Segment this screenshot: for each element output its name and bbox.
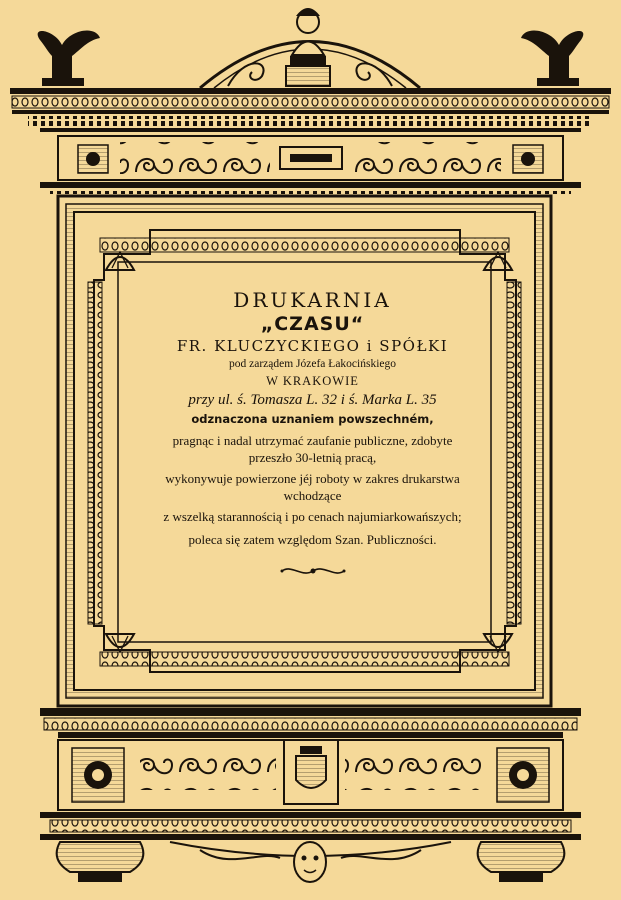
body-line-4: wchodzące — [283, 488, 342, 503]
flourish-divider-icon — [278, 562, 348, 580]
owners-line: FR. KLUCZYCKIEGO i SPÓŁKI — [176, 337, 449, 355]
city-line: W KRAKOWIE — [266, 374, 359, 388]
heading-title: DRUKARNIA — [233, 288, 392, 312]
management-line: pod zarządem Józefa Łakocińskiego — [229, 358, 396, 370]
advertisement-text — [140, 288, 485, 584]
bust-ornament — [286, 8, 330, 86]
eagle-right-ornament — [521, 31, 583, 86]
closing-line: poleca się zatem względom Szan. Publiczności. — [188, 532, 437, 547]
address-line: przy ul. ś. Tomasza L. 32 i ś. Marka L. 35 — [188, 392, 437, 408]
heading-name: „CZASU“ — [260, 313, 365, 335]
body-line-3: wykonywuje powierzone jéj roboty w zakres drukarstwa — [165, 471, 460, 486]
coat-of-arms-ornament — [284, 740, 338, 804]
body-line-1: pragnąc i nadal utrzymać zaufanie publiczne, zdobyte — [172, 433, 453, 448]
body-line-2: przeszło 30-letnią pracą, — [248, 450, 377, 465]
eagle-left-ornament — [38, 31, 100, 86]
mask-ornament — [170, 842, 451, 882]
body-line-5: z wszelką starannością i po cenach najumiarkowańszych; — [163, 509, 462, 524]
recognition-line: odznaczona uznaniem powszechném, — [191, 412, 434, 426]
